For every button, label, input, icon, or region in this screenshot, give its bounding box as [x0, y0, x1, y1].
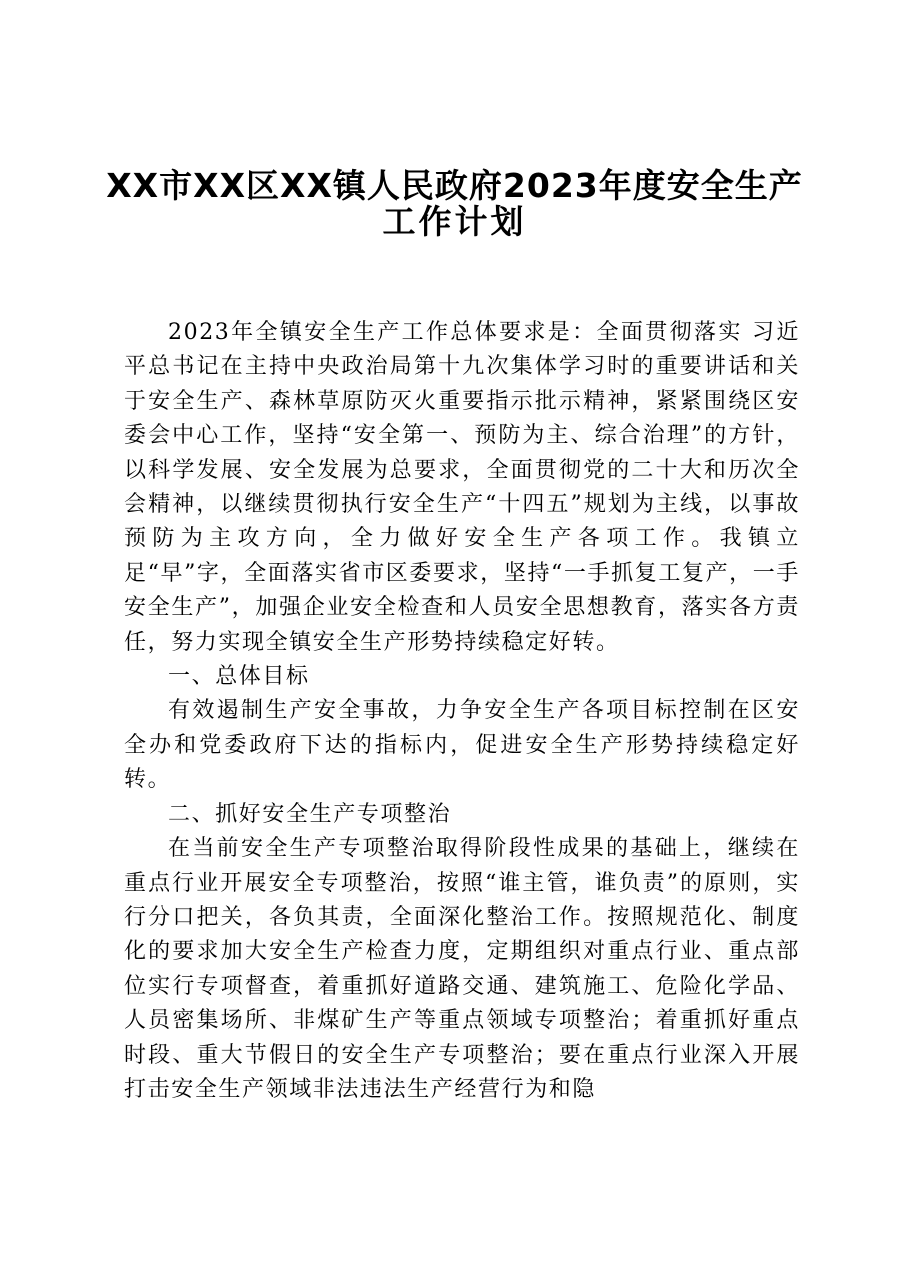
document-body [124, 316, 800, 1107]
document-title-line-2: 工作计划 [382, 202, 527, 241]
goal-paragraph: 有效遏制生产安全事故，力争安全生产各项目标控制在区安全办和党委政府下达的指标内，促进安全生产形势持续稳定好转。 [124, 698, 800, 793]
document-title-line-1: XX市XX区XX镇人民政府2023年度安全生产 [106, 166, 803, 205]
rectification-paragraph: 在当前安全生产专项整治取得阶段性成果的基础上，继续在重点行业开展安全专项整治，按照“谁主管，谁负责”的原则，实行分口把关，各负其责，全面深化整治工作。按照规范化、制度化的要求加大安全生产检查力度，定期组织对重点行业、重点部位实行专项督查，着重抓好道路交通、建筑施工、危险化学品、人员密集场所、非煤矿生产等重点领域专项整治；着重抓好重点时段、重大节假日的安全生产专项整治；要在重点行业深入开展打击安全生产领域非法违法生产经营行为和隐 [124, 836, 800, 1102]
intro-paragraph: 2023年全镇安全生产工作总体要求是：全面贯彻落实 习近平总书记在主持中央政治局第十九次集体学习时的重要讲话和关于安全生产、森林草原防灭火重要指示批示精神，紧紧围绕区安委会中心工作，坚持“安全第一、预防为主、综合治理”的方针，以科学发展、安全发展为总要求，全面贯彻党的二十大和历次全会精神，以继续贯彻执行安全生产“十四五”规划为主线，以事故预防为主攻方向，全力做好安全生产各项工作。我镇立足“早”字，全面落实省市区委要求，坚持“一手抓复工复产，一手安全生产”，加强企业安全检查和人员安全思想教育，落实各方责任，努力实现全镇安全生产形势持续稳定好转。 [124, 320, 800, 655]
section-heading-overall-goal: 一、总体目标 [168, 664, 310, 690]
section-heading-special-rectification: 二、抓好安全生产专项整治 [168, 801, 452, 827]
